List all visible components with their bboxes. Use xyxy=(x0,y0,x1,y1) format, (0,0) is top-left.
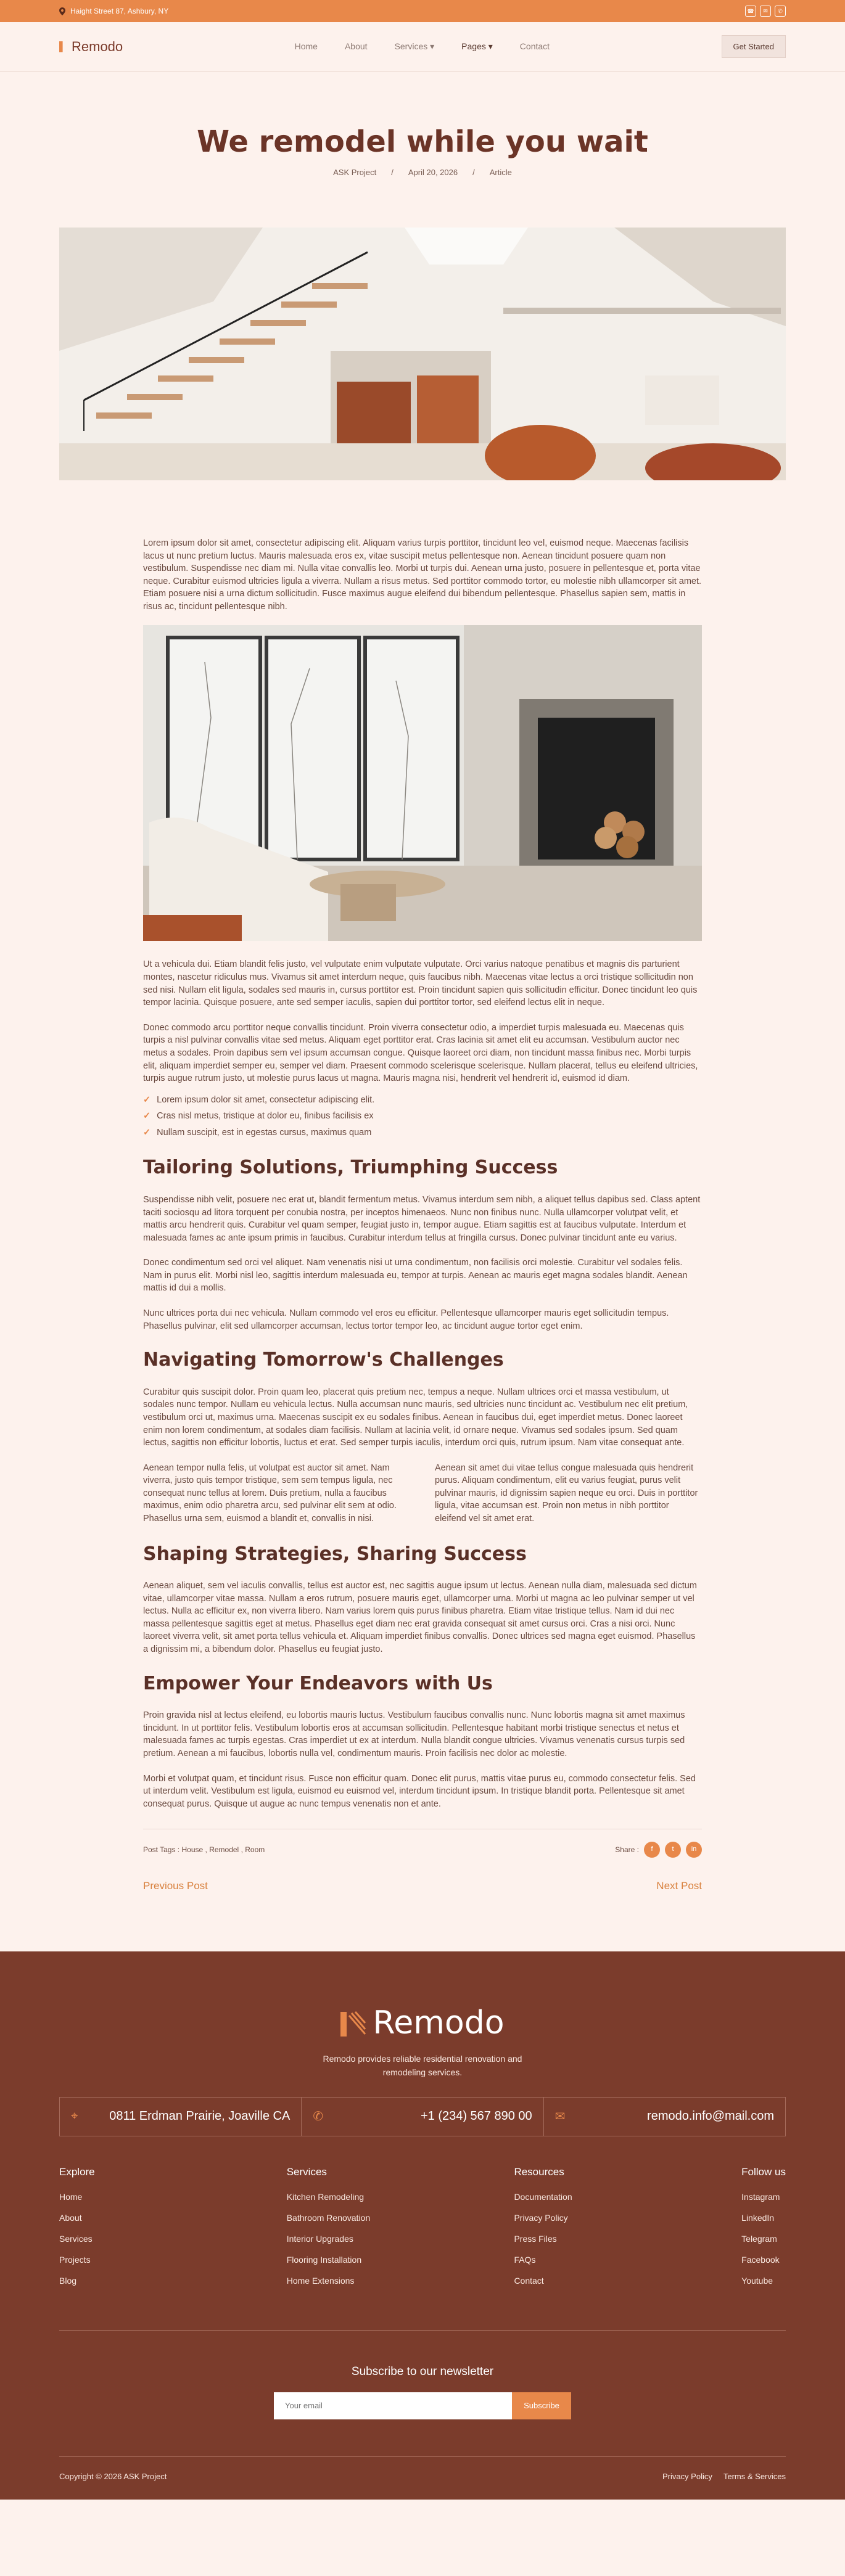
article-image xyxy=(143,625,702,941)
footer-link[interactable]: Privacy Policy xyxy=(514,2212,568,2223)
footer-col-explore xyxy=(59,2166,232,2297)
privacy-policy-link[interactable]: Privacy Policy xyxy=(662,2471,712,2481)
chevron-down-icon: ▾ xyxy=(430,41,435,51)
paragraph: Proin gravida nisl at lectus eleifend, eu lobortis mauris luctus. Vestibulum faucibus convallis nunc. Nunc lobortis magna sit amet maximus tincidunt. In ut porttitor felis. Vestibulum lobortis eros at accumsan sollicitudin. Pellentesque habitant morbi tristique senectus et netus et malesuada fames ac turpis egestas. Cras imperdiet ut ex at interdum. Nulla blandit congue ultricies. Vivamus venenatis cursus turpis sed pretium. Aenean a mi faucibus, lobortis nulla vel, condimentum mauris. Proin facilisis nec dolor ac molestie. xyxy=(143,1710,685,1758)
footer-link[interactable]: Bathroom Renovation xyxy=(286,2212,371,2223)
post-tags: Post Tags : House , Remodel , Room xyxy=(143,1845,265,1854)
footer-link[interactable]: FAQs xyxy=(514,2254,536,2265)
paragraph: Donec commodo arcu porttitor neque convallis tincidunt. Proin viverra consectetur odio, a imperdiet turpis malesuada eu. Maecenas quis turpis a nisl pulvinar convallis vitae sed metus. Aliquam eget porttitor erat. Cras lacinia sit amet elit eu accumsan. Vestibulum auctor nec metus a sodales. Proin dapibus sem vel ipsum accumsan congue. Quisque laoreet orci diam, non tincidunt massa finibus nec. Morbi turpis elit, aliquam imperdiet semper eu, semper vel diam. Praesent commodo scelerisque scelerisque. Nullam placerat, tellus eu eleifend ultricies, turpis augue rutrum justo, ut molestie purus lacus ut magna. Mauris magna nisi, hendrerit vel hendrerit id, euismod id diam. xyxy=(143,1022,698,1084)
get-started-button[interactable]: Get Started xyxy=(722,35,786,58)
paragraph: Nunc ultrices porta dui nec vehicula. Nullam commodo vel eros eu efficitur. Pellentesque ullamcorper mauris eget sollicitudin tempus. Phasellus pulvinar, elit sed ullamcorper accumsan, lectus tortor tempor leo, ac tincidunt augue tortor eget enim. xyxy=(143,1308,669,1331)
footer-link[interactable]: Home Extensions xyxy=(286,2275,355,2286)
subscribe-button[interactable]: Subscribe xyxy=(512,2392,571,2419)
footer-col-title: Explore xyxy=(59,2165,95,2178)
contact-phone[interactable] xyxy=(302,2098,543,2136)
article-body xyxy=(143,537,702,1893)
nav-services-label: Services xyxy=(394,41,428,51)
paragraph-left: Aenean tempor nulla felis, ut volutpat est auctor sit amet. Nam viverra, justo quis tempor tristique, sem sem tempus ligula, nec consequat nunc tellus at lorem. Duis pretium, nulla a faucibus maximus, enim odio pharetra arcu, sed pulvinar elit sem at odio. Phasellus urna sem, euismod a blandit et, convallis in nisi. xyxy=(143,1462,397,1524)
paragraph: Ut a vehicula dui. Etiam blandit felis justo, vel vulputate enim vulputate vulputate. Orci varius natoque penatibus et magnis dis parturient montes, nascetur ridiculus mus. Vivamus sit amet interdum neque, quis faucibus nibh. Maecenas vitae lectus a orci tristique sollicitudin non sed nisi. Nullam elit ligula, sodales sed mauris in, cursus porttitor est. Proin tincidunt sapien quis sollicitudin efficitur. Donec tincidunt leo quis tempor lacinia. Quisque posuere, ante sed semper iaculis, sapien dui porttitor tortor, sed eleifend lectus elit in neque. xyxy=(143,959,698,1008)
nav-services[interactable] xyxy=(395,41,435,52)
share-label: Share : xyxy=(615,1845,639,1854)
section-heading: Navigating Tomorrow's Challenges xyxy=(143,1349,504,1371)
terms-link[interactable]: Terms & Services xyxy=(723,2471,786,2481)
meta-category[interactable]: Article xyxy=(489,168,512,177)
footer-link[interactable]: Projects xyxy=(59,2254,91,2265)
newsletter-section xyxy=(59,2365,786,2419)
contact-email[interactable] xyxy=(544,2098,785,2136)
address-text: 0811 Erdman Prairie, Joaville CA xyxy=(109,2109,291,2123)
paragraph-right: Aenean sit amet dui vitae tellus congue malesuada quis hendrerit purus. Aliquam condimentum, elit eu varius feugiat, purus velit pulvinar mauris, id dignissim sapien neque eu orci. Duis in porttitor ligula, vitae accumsan est. Proin non metus in nibh porttitor eleifend vel sit amet erat. xyxy=(435,1462,698,1524)
location-pin-icon: ⌖ xyxy=(71,2109,78,2123)
meta-separator: / xyxy=(472,168,475,177)
topbar-socials xyxy=(745,6,786,17)
footer-link[interactable]: Instagram xyxy=(741,2191,780,2202)
logo-mark-icon xyxy=(59,41,68,52)
address-text: Haight Street 87, Ashbury, NY xyxy=(70,7,169,15)
footer-col-resources xyxy=(514,2166,686,2297)
legal-links xyxy=(662,2472,786,2481)
site-footer xyxy=(0,1951,845,2499)
list-item xyxy=(143,1126,702,1139)
check-icon: ✓ xyxy=(143,1111,151,1122)
meta-date: April 20, 2026 xyxy=(408,168,458,177)
paragraph: Donec condimentum sed orci vel aliquet. Nam venenatis nisi ut urna condimentum, non facilisis orci molestie. Curabitur vel sodales felis. Nam in purus elit. Morbi nisl leo, sagittis interdum malesuada eu, tempor at turpis. Aenean ac mauris eget magna sodales blandit. Aenean mattis id dui a mollis. xyxy=(143,1258,688,1294)
nav-pages-label: Pages xyxy=(461,41,486,51)
tag-link[interactable]: Remodel xyxy=(209,1845,239,1854)
check-icon: ✓ xyxy=(143,1127,151,1138)
newsletter-title: Subscribe to our newsletter xyxy=(351,2365,494,2378)
paragraph: Lorem ipsum dolor sit amet, consectetur adipiscing elit. Aliquam varius turpis porttitor, tincidunt leo vel, euismod neque. Maecenas facilisis lacus ut nunc pretium luctus. Mauris malesuada eros ex, vitae suscipit metus pellentesque non. Aenean tincidunt posuere quam non vestibulum. Suspendisse nec diam mi. Nulla vitae convallis leo. Morbi ut turpis dui. Aenean urna justo, posuere in pellentesque et, porta vitae neque. Curabitur euismod ultricies ligula a viverra. Nullam a risus metus. Sed porttitor commodo tortor, eu molestie nibh ullamcorper sit amet. Etiam posuere nisi a urna dictum sollicitudin. Fusce maximus augue eleifend dui bibendum pellentesque. Phasellus sapien sem, mattis in risus ac, tincidunt pellentesque nibh. xyxy=(143,538,702,612)
footer-col-services xyxy=(287,2166,460,2297)
two-column-text xyxy=(143,1462,702,1525)
footer-brand-name: Remodo xyxy=(373,2004,505,2042)
post-navigation xyxy=(143,1879,702,1893)
paragraph: Morbi et volutpat quam, et tincidunt risus. Fusce non efficitur quam. Donec elit purus, mattis vitae purus eu, commodo consectetur felis. Sed ut interdum velit. Vestibulum est ligula, euismod eu euismod vel, interdum tincidunt ipsum. In tristique blandit porta. Pellentesque sit amet consequat purus. Quisque ut augue ac nunc tempus venenatis non et ante. xyxy=(143,1773,696,1809)
mail-icon[interactable]: ✉ xyxy=(760,6,771,17)
chevron-down-icon: ▾ xyxy=(488,41,493,51)
list-item-text: Cras nisl metus, tristique at dolor eu, finibus facilisis ex xyxy=(157,1111,374,1122)
previous-post-link[interactable]: Previous Post xyxy=(143,1880,208,1892)
staircase-interior-illustration xyxy=(59,228,786,480)
list-item xyxy=(143,1110,702,1123)
tag-link[interactable]: House xyxy=(181,1845,204,1854)
page-title: We remodel while you wait xyxy=(197,125,648,159)
tags-share-row xyxy=(143,1829,702,1858)
email-text: remodo.info@mail.com xyxy=(647,2109,774,2123)
phone-icon[interactable]: ☎ xyxy=(745,6,756,17)
footer-description: Remodo provides reliable residential renovation and remodeling services. xyxy=(323,2054,522,2078)
logo-mark-icon xyxy=(340,2009,366,2037)
section-heading: Shaping Strategies, Sharing Success xyxy=(143,1543,527,1565)
footer-link[interactable]: Telegram xyxy=(741,2233,777,2244)
facebook-icon[interactable]: f xyxy=(644,1842,660,1858)
meta-separator: / xyxy=(391,168,394,177)
paragraph: Aenean aliquet, sem vel iaculis convallis, tellus est auctor est, nec sagittis augue ipsum ut lectus. Aenean nulla diam, malesuada sed dictum vitae, ullamcorper vitae massa. Nullam a eros rutrum, posuere mauris eget, ullamcorper urna. Morbi ut magna ac leo pulvinar semper ut vel lectus. Nulla ac efficitur ex, non viverra libero. Nam varius lorem quis purus finibus pharetra. Etiam vitae tristique tellus. Nam id dui nec massa pellentesque sagittis eget at metus. Phasellus eget diam nec erat gravida consequat sit amet cursus orci. Cras a nisi orci. Nunc laoreet viverra velit, sit amet porta tellus vehicula et. Aliquam imperdiet finibus convallis. Donec ultrices sed magna eget euismod. Phasellus a dignissim mi, a bibendum dolor. Phasellus eu feugiat justo. xyxy=(143,1581,697,1655)
mail-icon: ✉ xyxy=(554,2110,566,2124)
phone-text: +1 (234) 567 890 00 xyxy=(420,2109,532,2123)
brand-logo[interactable] xyxy=(59,39,123,55)
list-item-text: Lorem ipsum dolor sit amet, consectetur adipiscing elit. xyxy=(157,1094,375,1105)
footer-col-follow xyxy=(741,2166,786,2297)
living-room-fireplace-illustration xyxy=(143,625,702,941)
share-group xyxy=(615,1842,702,1858)
nav-menu xyxy=(295,41,550,52)
section-heading: Empower Your Endeavors with Us xyxy=(143,1672,493,1694)
check-icon: ✓ xyxy=(143,1094,151,1105)
footer-link[interactable]: Home xyxy=(59,2191,83,2202)
footer-link[interactable]: Facebook xyxy=(741,2254,780,2265)
footer-link[interactable]: Services xyxy=(59,2233,93,2244)
hero-image xyxy=(59,228,786,480)
footer-link[interactable]: About xyxy=(59,2212,82,2223)
topbar-address xyxy=(59,7,168,15)
footer-link[interactable]: Contact xyxy=(514,2275,544,2286)
section-heading: Tailoring Solutions, Triumphing Success xyxy=(143,1157,558,1179)
footer-bottom xyxy=(59,2456,786,2481)
nav-pages[interactable] xyxy=(461,41,493,52)
footer-link[interactable]: Blog xyxy=(59,2275,77,2286)
nav-about[interactable]: About xyxy=(344,41,368,51)
list-item-text: Nullam suscipit, est in egestas cursus, maximus quam xyxy=(157,1127,372,1138)
contact-bar xyxy=(59,2097,786,2136)
top-bar xyxy=(0,0,845,22)
paragraph: Suspendisse nibh velit, posuere nec erat ut, blandit fermentum metus. Vivamus interdum sem nibh, a aliquet tellus dapibus sed. Class aptent taciti sociosqu ad litora torquent per conubia nostra, per inceptos himenaeos. Nunc non finibus nunc. Nulla ullamcorper volutpat velit, et mattis arcu hendrerit quis. Curabitur vel quam semper, feugiat justo in, tempor augue. Etiam sagittis est at faucibus vulputate. Interdum et malesuada fames ac ante ipsum primis in faucibus. Curabitur interdum tellus at fringilla cursus. Donec pulvinar tincidunt ante eu varius. xyxy=(143,1195,701,1243)
phone-icon: ✆ xyxy=(313,2110,324,2124)
footer-link[interactable]: Flooring Installation xyxy=(286,2254,362,2265)
brand-name: Remodo xyxy=(72,38,123,54)
post-tags-label: Post Tags : xyxy=(143,1845,180,1854)
footer-link[interactable]: Interior Upgrades xyxy=(286,2233,353,2244)
footer-link[interactable]: Youtube xyxy=(741,2275,773,2286)
footer-link[interactable]: Press Files xyxy=(514,2233,557,2244)
nav-contact[interactable]: Contact xyxy=(519,41,550,51)
twitter-icon[interactable]: t xyxy=(665,1842,681,1858)
footer-link[interactable]: Kitchen Remodeling xyxy=(286,2191,365,2202)
footer-col-title: Follow us xyxy=(741,2165,786,2178)
footer-logo[interactable] xyxy=(59,2004,786,2041)
footer-columns xyxy=(59,2166,786,2331)
location-pin-icon xyxy=(59,7,65,15)
footer-link[interactable]: LinkedIn xyxy=(741,2212,775,2223)
footer-link[interactable]: Documentation xyxy=(514,2191,572,2202)
post-meta xyxy=(0,168,845,177)
footer-col-title: Services xyxy=(286,2165,327,2178)
nav-home[interactable]: Home xyxy=(294,41,318,51)
paragraph: Curabitur quis suscipit dolor. Proin quam leo, placerat quis pretium nec, tempus a neque. Nullam ultrices orci et massa vestibulum, ut sodales nunc tempor. Nullam eu vehicula lectus. Nulla accumsan nunc mauris, sed ultricies nunc tincidunt ac. Vestibulum nec elit pretium, vestibulum orci ut, maximus urna. Maecenas suscipit ex eu sodales finibus. Aenean in faucibus dui, eget imperdiet metus. Donec laoreet enim non lorem condimentum, at sodales diam facilisis. Nullam at lacinia velit, id ornare neque. Vivamus sed sodales ipsum. Sed quam lectus, sagittis non efficitur lobortis, luctus et erat. Sed semper turpis iaculis, interdum orci quis, rutrum ipsum. Nam vitae consequat ante. xyxy=(143,1387,688,1448)
list-item xyxy=(143,1094,702,1107)
linkedin-icon[interactable]: in xyxy=(686,1842,702,1858)
meta-author[interactable]: ASK Project xyxy=(333,168,377,177)
newsletter-email-input[interactable] xyxy=(274,2392,512,2419)
chat-icon[interactable]: ✆ xyxy=(775,6,786,17)
footer-col-title: Resources xyxy=(514,2165,564,2178)
copyright: Copyright © 2026 ASK Project xyxy=(59,2471,167,2481)
next-post-link[interactable]: Next Post xyxy=(656,1880,702,1892)
newsletter-form xyxy=(59,2392,786,2419)
contact-address xyxy=(60,2098,302,2136)
tag-link[interactable]: Room xyxy=(245,1845,265,1854)
check-list xyxy=(143,1094,702,1139)
main-nav xyxy=(0,22,845,72)
